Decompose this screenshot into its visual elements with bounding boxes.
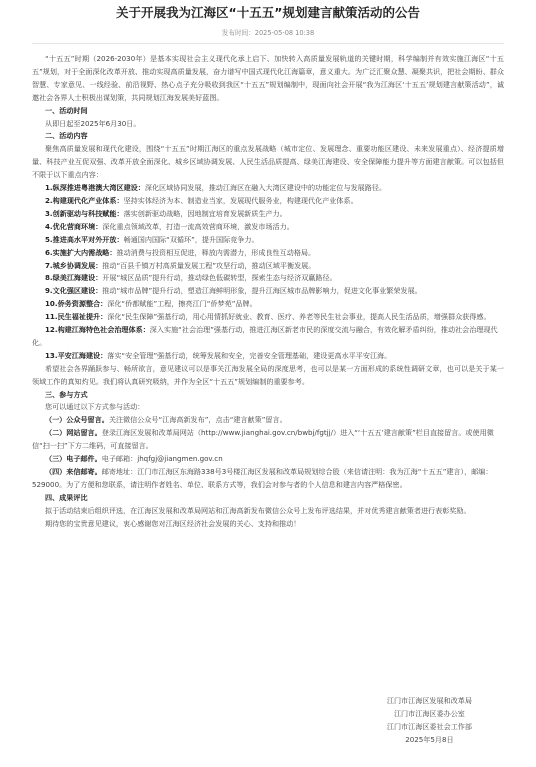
- item-label: 4.优化营商环境：: [45, 221, 103, 231]
- content-item: [32, 260, 504, 273]
- method-label: （一）公众号留言。: [45, 415, 109, 425]
- item-text: 深化“侨都赋能”工程，擦亮江门“侨梦苑”品牌。: [107, 299, 257, 309]
- method-label: （四）来信邮寄。: [45, 467, 102, 476]
- participation-method: [32, 427, 504, 453]
- item-text: 深入实施“社会治理”强基行动，推进江海区新老市民的深度交流与融合，有效化解矛盾纠纷，推动社会治理现代化。: [32, 325, 498, 347]
- signature-date: 2025年5月8日: [405, 735, 454, 744]
- section-1-text: 从即日起至2025年6月30日。: [45, 118, 141, 128]
- method-text: 登录江海区发展和改革局网站（http://www.jianghai.gov.cn/bwbj/fgtjj/）进入“‘十五五’建言献策”栏目直接留言。或使用微信“扫一扫”下方二维码，可直接留言。: [32, 428, 494, 451]
- item-label: 11.民生福祉提升：: [45, 312, 108, 322]
- item-label: 10.侨务资源整合：: [45, 299, 108, 309]
- method-label: （三）电子邮件。: [45, 454, 102, 464]
- signature-org-3: 江门市江海区委社会工作部: [386, 722, 472, 731]
- content-item: [32, 195, 504, 208]
- section-2-text: 聚焦高质量发展和现代化建设，围绕“十五五”时期江海区的重点发展战略（城市定位、发展理念、重要功能区建设、未来发展重点）、经济提质增量、科技产业互促双强、改革开放全面深化、城乡区域协调发展、人民生活品质提高、绿美江海建设、安全保障能力提升等方面建言献策。可以包括但不限于以下重点内容：: [32, 144, 504, 180]
- title-divider: [32, 43, 504, 44]
- method-label: （二）网站留言。: [45, 428, 102, 438]
- section-2-title: 二、活动内容: [45, 131, 88, 141]
- article-body: [32, 53, 504, 531]
- item-label: 12.构建江海特色社会治理体系：: [45, 325, 150, 335]
- item-label: 2.构建现代化产业体系：: [45, 195, 124, 205]
- content-item: [32, 182, 504, 195]
- content-item: [32, 311, 504, 324]
- item-label: 1.纵深推进粤港澳大湾区建设：: [45, 183, 145, 193]
- content-item: [32, 208, 504, 221]
- content-item: [32, 285, 504, 298]
- item-text: 深化重点领域改革，打造一流高效营商环境，激发市场活力。: [102, 221, 294, 231]
- item-text: 深化“民生保障”强基行动，用心用情抓好就业、教育、医疗、养老等民生社会事业，提高人民生活品质，增强群众获得感。: [107, 312, 491, 322]
- publish-time: 发布时间：2025-05-08 10:38: [221, 29, 315, 37]
- item-text: 推动消费与投资相互促进，释放内需潜力，形成良性互动格局。: [116, 247, 316, 257]
- signature-block: [387, 694, 472, 746]
- signature-org-1: 江门市江海区发展和改革局: [386, 696, 472, 705]
- item-text: 推动“城市品牌”提升行动，塑造江海鲜明形象，提升江海区城市品牌影响力，促进文化事业繁荣发展。: [102, 286, 422, 296]
- section-2-note: 希望社会各界踊跃参与、畅所欲言，意见建议可以是事关江海发展全局的深度思考，也可以是某一方面形成的系统性调研文章，也可以是关于某一领域工作的真知灼见。我们将认真研究吸纳，并作为全区“十五五”规划编制的重要参考。: [32, 363, 504, 386]
- method-text: 关注微信公众号“江海高新发布”，点击“建言献策”留言。: [108, 415, 287, 425]
- section-3-intro: 您可以通过以下方式参与活动：: [45, 402, 145, 412]
- section-1-title: 一、活动时间: [45, 105, 88, 115]
- item-text: 落实“安全管理”强基行动，统筹发展和安全，完善安全管理基础，建设更高水平平安江海。: [107, 350, 392, 360]
- content-item: [32, 272, 504, 285]
- item-label: 3.创新驱动与科技赋能：: [45, 208, 124, 218]
- section-3-title: 三、参与方式: [45, 389, 88, 399]
- item-label: 5.推进高水平对外开放：: [45, 234, 124, 244]
- item-label: 13.平安江海建设：: [45, 350, 108, 360]
- signature-org-2: 江门市江海区委办公室: [393, 709, 465, 718]
- method-text: 电子邮箱：jhqfgj@jiangmen.gov.cn: [101, 454, 223, 464]
- item-label: 8.绿美江海建设：: [45, 273, 103, 283]
- section-4-title: 四、成果评比: [45, 492, 88, 502]
- content-item: [32, 234, 504, 247]
- announcement-page: [0, 4, 536, 767]
- item-text: 推动“百县千镇万村高质量发展工程”攻坚行动，推动区域平衡发展。: [102, 260, 316, 270]
- intro-paragraph: “十五五”时期（2026-2030年）是基本实现社会主义现代化承上启下、加快转入高质量发展轨道的关键时期，科学编制并有效实施江海区“十五五”规划，对于全面深化改革开放、推动实现高质量发展，奋力谱写中国式现代化江海篇章，意义重大。为广泛汇聚众慧、凝聚共识，把社会期盼、群众智慧、专家意见、一线经验、前沿视野、热心点子充分吸收到我区“十五五”规划编制中，现面向社会开展“我为江海区‘十五五’规划建言献策活动”，诚邀社会各界人士积极出谋划策，共同规划江海发展美好蓝图。: [32, 54, 504, 102]
- content-item: [32, 221, 504, 234]
- item-text: 开展“城区品质”提升行动，推动绿色低碳转型，探索生态与经济双赢路径。: [102, 273, 337, 283]
- method-text: 邮寄地址：江门市江海区东海路338号3号楼江海区发展和改革局规划综合股（来信请注明：我为江海“十五五”建言），邮编：529000。为了方便和您联系，请注明作者姓名、单位、联系方式等，我们会对参与者的个人信息和建言内容严格保密。: [32, 467, 493, 489]
- item-text: 落实创新驱动战略，因地制宜培育发展新质生产力。: [123, 208, 287, 218]
- participation-method: [32, 466, 504, 492]
- section-4-text: 拟于活动结束后组织评选，在江海区发展和改革局网站和江海高新发布微信公众号上发布评选结果，并对优秀建言献策者进行表彰奖励。: [45, 505, 471, 515]
- participation-method: [32, 453, 504, 466]
- item-label: 9.文化强区建设：: [45, 286, 103, 296]
- item-text: 坚持实体经济为本、制造业当家，发展现代服务业，构建现代化产业体系。: [123, 195, 358, 205]
- participation-method: [32, 414, 504, 427]
- content-item: [32, 247, 504, 260]
- item-text: 畅通国内国际“双循环”，提升国际竞争力。: [123, 234, 259, 244]
- page-title: 关于开展我为江海区“十五五”规划建言献策活动的公告: [116, 5, 420, 20]
- content-item: [32, 350, 504, 363]
- item-label: 7.城乡协调发展：: [45, 260, 103, 270]
- closing-text: 期待您的宝贵意见建议，衷心感谢您对江海区经济社会发展的关心、支持和推动！: [45, 518, 301, 528]
- content-item: [32, 298, 504, 311]
- item-text: 深化区域协同发展，推动江海区在融入大湾区建设中的功能定位与发展路径。: [144, 183, 387, 193]
- content-item: [32, 324, 504, 350]
- item-label: 6.实施扩大内需战略：: [45, 247, 117, 257]
